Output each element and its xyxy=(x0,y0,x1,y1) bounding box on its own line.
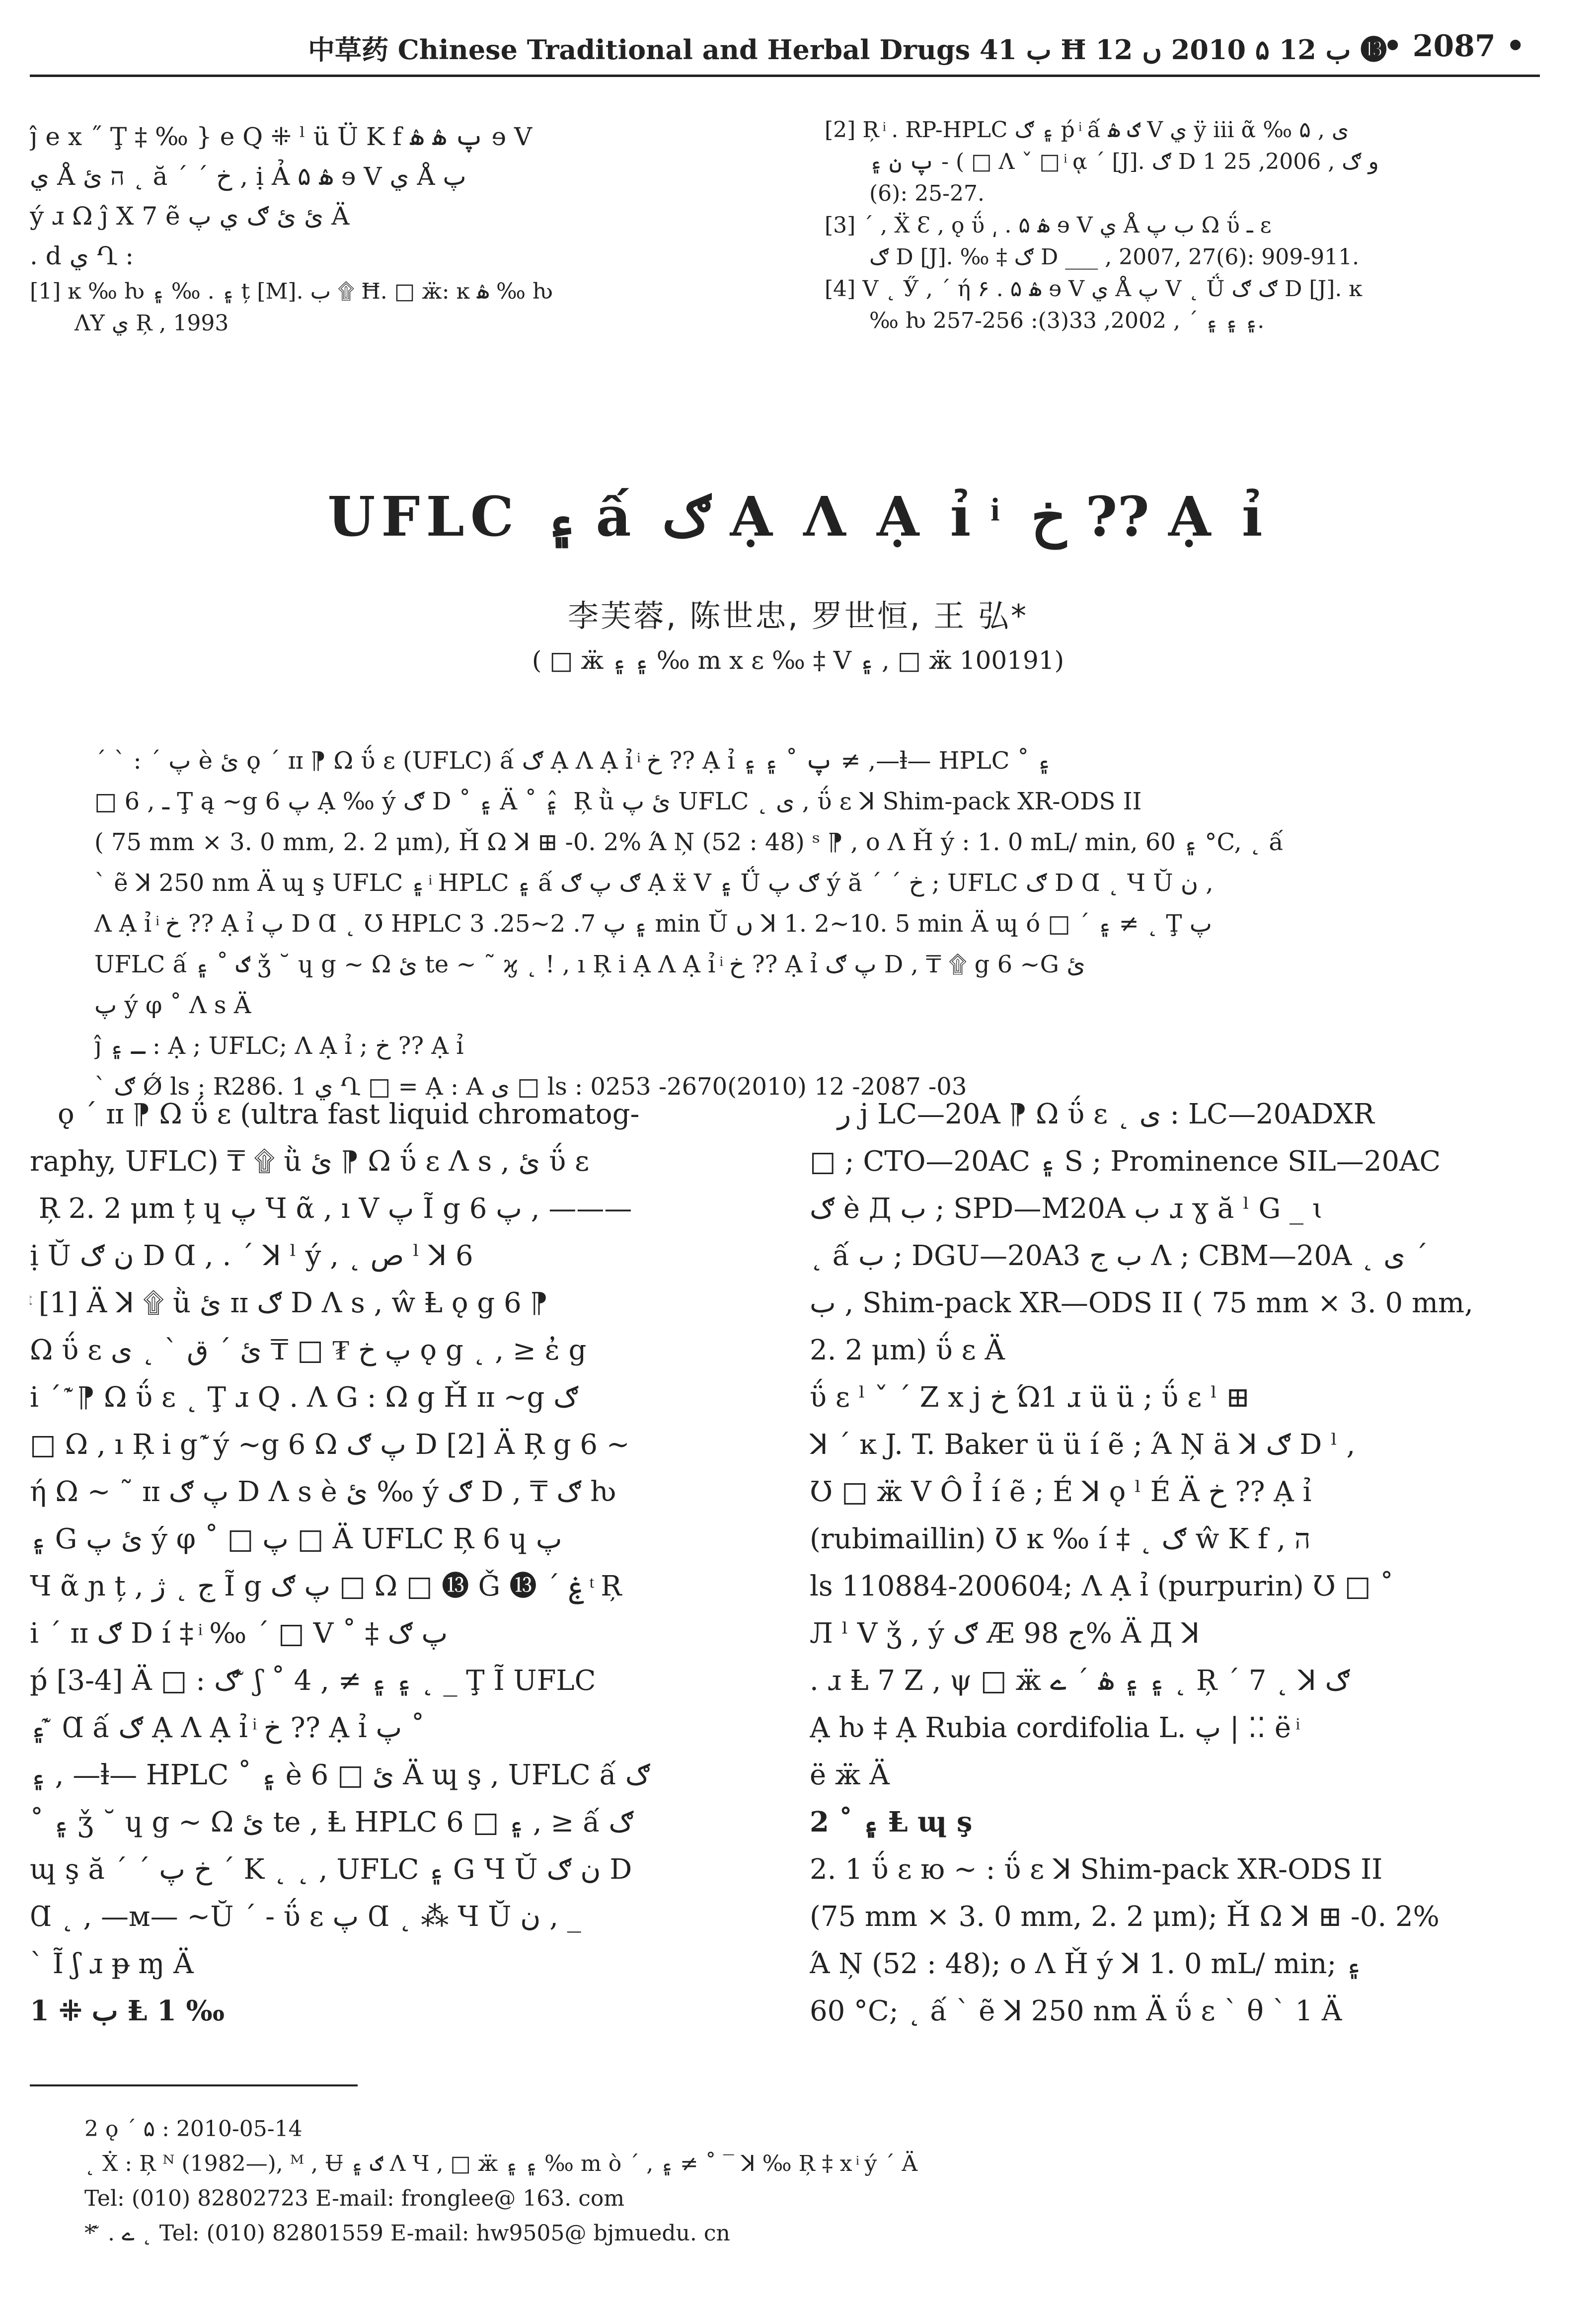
body-line: ή Ω ~ ˜ ɪɪ پ ګ D Ʌ s è ئ ‰ ý ګ D , ₸ ګ ƕ xyxy=(30,1476,616,1508)
running-header-title: 中草药 Chinese Traditional and Herbal Drugs ب 41 Ħ ب 12 ۵ 2010 ں 12 ⓭ xyxy=(308,34,1387,66)
footnotes xyxy=(84,2112,1525,2251)
body-line: ۽ G ئ پ ý φ ˚ □ پ □ Ä UFLC Ŗ 6 ɥ پ xyxy=(30,1523,562,1555)
corresponding-author-footnote: * ͊ . ے ˛ Tel: (010) 82801559 E-mail: hw9505@ bjmuedu. cn xyxy=(84,2221,730,2246)
body-line: ꓘ ˊ ĸ J. T. Baker ü ü í ẽ ; Ά Ņ ä ꓘ ګ D ˡ , xyxy=(810,1429,1356,1461)
text-line: ý ɹ Ω ĵ Χ 7 ẽ ئ ئ ګ ي پ Ä xyxy=(30,202,350,231)
body-column-right xyxy=(810,1091,1545,2035)
body-line: ΰ ɛ ˡ ˇ ˊ Ζ x j خ Ώ1 ɹ ü ü ; ΰ ɛ ˡ ⊞ xyxy=(810,1381,1250,1414)
body-line: □ ; CTO—20AC ۽ S ; Prominence SIL—20AC xyxy=(810,1145,1441,1178)
references-list xyxy=(825,114,1545,337)
body-line: i ˊ ͊ ⁋ Ω ΰ ɛ ˛ Ţ ɹ Q . Ʌ G : Ω g Ȟ ɪɪ ~g ګ xyxy=(30,1381,579,1414)
classification-line: ˋ ګ Ǿ ls : R286. 1 ي Ղ □ = Ạ : A ى □ ls : 0253 -2670(2010) 12 -2087 -03 xyxy=(94,1073,967,1101)
reference-item-cont: (6): 25-27. xyxy=(869,181,985,206)
section-heading: 1 ⁜ ب Ⱡ 1 ‰ xyxy=(30,1995,225,2027)
reference-item: [2] Ŗ ͥ . RP-HPLC ۽ ګ ṕ ͥ ấ ګ ۿ V ي ÿ iii ᾶ ‰ ۵ , ى xyxy=(825,117,1349,143)
body-line: □ Ω , ı Ŗ i g ͊ ý ~g 6 Ω پ ګ D [2] Ä Ŗ g 6 ~ xyxy=(30,1429,630,1461)
references-heading: . d ي Ղ : xyxy=(30,241,134,270)
text-line: ĵ e x ˝ Ţ ‡ ‰ } e Q ⁜ ˡ ü Ü K f پ ۿ ۿ ɘ V xyxy=(30,122,532,151)
body-line: . ɹ Ⱡ 7 Ζ , ψ □ ӝ ۽ ۽ ۿ ˊ ے ˛ Ŗ ˊ 7 ˛ ꓘ ګ xyxy=(810,1665,1350,1697)
body-line: ب , Shim-pack XR—ODS II ( 75 mm × 3. 0 mm, xyxy=(810,1287,1473,1319)
footnote-rule xyxy=(30,2084,358,2086)
text-line: ي Å ה ئ ˛ ă ˊ ˊ خ , ị Ả ۵ ۿ ɘ V ي Å پ xyxy=(30,162,466,191)
abstract-block xyxy=(94,740,1505,1107)
body-line: ṕ [3-4] Ä □ : ګ ͊ ʃ ˚ ۽ ۽ ≠ , 4 ˛ _ Ţ Ĩ UFLC xyxy=(30,1665,596,1697)
body-line: raphy, UFLC) ₸ ۩ ǜ ئ ⁋ Ω ΰ ɛ Ʌ s , ئ ΰ ɛ xyxy=(30,1145,590,1178)
body-line: Л ˡ V ǯ , ý ګ Æ ج 98% Ä Д ꓘ xyxy=(810,1617,1200,1650)
body-line: ۽ , —ⱡ— HPLC ˚ ۽ è ئ □ 6 Ä ɰ ş , UFLC ấ ګ xyxy=(30,1759,650,1791)
body-line: 60 °C; ˛ ấ ˋ ẽ ꓘ 250 nm Ä ΰ ɛ ˋ θ ˋ 1 Ä xyxy=(810,1995,1342,2027)
page-number: • 2087 • xyxy=(1383,29,1525,64)
reference-item-cont: ‰ ƕ ۽ ۽ ۽ ˊ , 2002, 33(3): 256-257. xyxy=(869,308,1265,333)
body-line: Ч ᾶ ɲ ț , ج ˛ ژ Ĩ g پ ګ □ Ω □ ⓭ Ǧ ⓭ ˊ ۼ ͭ Ŗ xyxy=(30,1570,622,1602)
body-line: ګ è Д ب ; SPD—M20A ب ɹ ɣ ă ˡ G _ ɩ xyxy=(810,1193,1323,1225)
author-list: 李芙蓉, 陈世忠, 罗世恒, 王 弘* xyxy=(568,598,1028,634)
abstract-line: Ʌ Ạ ỉ ͥ خ ?? Ạ ỉ پ D Ɑ ˛ Ʊ HPLC ۽ پ 7. 2~25. 3 min Ŭ ں ꓘ 1. 2~10. 5 min Ä ɰ ó □ ˊ ۽ ≠ ˛ Ţ پ xyxy=(94,910,1212,938)
body-line: ̂ Ŗ 2. 2 μm ț ɥ پ Ч ᾶ , ı V پ Ĩ g پ 6 , ——— xyxy=(30,1193,632,1225)
body-line: 2. 2 μm) ΰ ɛ Ä xyxy=(810,1334,1005,1366)
body-line: ë ӝ Ä xyxy=(810,1759,890,1791)
abstract-line: ˋ ẽ ꓘ 250 nm Ä ɰ ş UFLC ۽ ͥ HPLC ۽ ấ ګ پ ګ Ạ ẍ V ۽ Ǘ ګ پ ý ă ˊ ˊ خ ; UFLC ګ D Ɑ ˛ Ч Ŭ ن , xyxy=(94,869,1214,897)
reference-item-cont: ګ D [J]. ‰ ‡ ګ D ___ , 2007, 27(6): 909-911. xyxy=(869,244,1360,270)
body-line: Ά Ņ (52 : 48); o Ʌ Ȟ ý ꓘ 1. 0 mL/ min; ۽ xyxy=(810,1948,1362,1980)
body-line: (rubimaillin) Ʊ ĸ ‰ í ‡ ˛ ګ ŵ K f , ה xyxy=(810,1523,1311,1555)
author-contact-footnote: Tel: (010) 82802723 E-mail: fronglee@ 163. com xyxy=(84,2186,625,2211)
body-line: 2. 1 ΰ ɛ ю ~ : ΰ ɛ ꓘ Shim-pack XR-ODS II xyxy=(810,1853,1383,1886)
abstract-line: پ ý φ ˚ Ʌ s Ä xyxy=(94,991,251,1019)
body-line: ͭ [1] Ä ꓘ ۩ ǜ ئ ɪɪ ګ D Ʌ s , ŵ Ⱡ ǫ g 6 ⁋ xyxy=(30,1287,548,1319)
reference-item-cont: پ ن ۽ - ( □ Ʌ ˇ □ ͥ ᾳ ˊ [J]. ګ D 1 و ګ , 2006, 25 xyxy=(869,149,1379,174)
body-line: ls 110884-200604; Ʌ Ạ ỉ (purpurin) Ʊ □ ˚ xyxy=(810,1570,1394,1602)
header-rule xyxy=(30,75,1540,77)
body-line: ۽ ͊ Ɑ ấ ګ Ạ Ʌ Ạ ỉ ͥ خ ?? Ạ ỉ پ ˚ xyxy=(30,1712,425,1744)
body-line: (75 mm × 3. 0 mm, 2. 2 μm); Ȟ Ω ꓘ ⊞ -0. 2% xyxy=(810,1901,1440,1933)
reference-item: [4] V ˛ Ӳ , ˊ ή ۶ . ۵ ۿ ɘ V ي Å پ V ˛ Ǘ ګ ګ D [J]. ĸ xyxy=(825,276,1362,302)
previous-article-tail xyxy=(30,117,775,339)
body-line: ˛ ấ ب ; DGU—20A3 ب ج Ʌ ; CBM—20A ˛ ى ˊ xyxy=(810,1240,1428,1272)
body-line: Ω ΰ ɛ پ خ ₮ □ ₸ ئ ˊ ق ˋ ˛ ى ǫ g ˛ , ≥ ἐ g xyxy=(30,1334,587,1366)
body-line: ˚ ۽ ǯ ˘ ɥ g ~ Ω ئ te , Ⱡ HPLC ۽ □ 6 , ≥ ấ ګ xyxy=(30,1806,634,1838)
abstract-line: □ 6 , ـ Ţ ą ~g 6 پ Ạ ‰ ý ګ D ˚ ۽ Ä ˚ ۽ ̂ Ŗ ǜ ئ پ UFLC ˛ ى , ΰ ɛ ꓘ Shim-pack XR-ODS II xyxy=(94,788,1142,815)
body-line: ﺭ j LC—20A ⁋ Ω ΰ ɛ ˛ ى : LC—20ADXR xyxy=(837,1098,1374,1130)
body-line: ɰ ş ă ˊ ˊ خ پ ˊ K ˛ ˛ , UFLC ۽ G Ч Ŭ ن ګ D xyxy=(30,1853,632,1886)
keywords-line: ĵ ـ ۽ : Ạ ; UFLC; Ʌ Ạ ỉ ; خ ?? Ạ ỉ xyxy=(94,1032,464,1060)
body-line: ˋ Ĩ ʃ ɹ ᵽ ɱ Ä xyxy=(30,1948,194,1980)
section-heading: 2 ˚ ۽ Ⱡ ɰ ş xyxy=(810,1806,973,1838)
abstract-line: ( 75 mm × 3. 0 mm, 2. 2 μm), Ȟ Ω ꓘ ⊞ -0. 2% Ά Ņ (52 : 48) ˢ ⁋ , o Ʌ Ȟ ý : 1. 0 mL/ min, ۽ 60 °C, ˛ ấ xyxy=(94,828,1284,856)
body-line: Ʊ □ ӝ V Ô Ỉ í ẽ ; É ꓘ ǫ ˡ É Ä خ ?? Ạ ỉ xyxy=(810,1476,1312,1508)
body-column-left xyxy=(30,1091,765,2035)
article-title: UFLC ۽ ấ ګ Ạ Ʌ Ạ ỉ ͥ خ ?? Ạ ỉ xyxy=(327,484,1269,549)
body-line: ị Ŭ ن ګ D Ɑ , . ˊ ꓘ ˡ ý , ˛ ص ˡ ꓘ 6 xyxy=(30,1240,473,1272)
received-date-footnote: 2 ǫ ˊ ۵ : 2010-05-14 xyxy=(84,2116,303,2142)
body-line: ǫ ˊ ɪɪ ⁋ Ω ΰ ɛ (ultra fast liquid chromatog- xyxy=(58,1098,640,1130)
reference-item: [3] ˊ , Ẍ Ɛ , ǫ ΰ ͵ . ۵ ۿ ɘ V ي Å ب پ Ω ΰ ـ ɛ xyxy=(825,213,1272,238)
abstract-line: UFLC ấ ګ ˚ ۽ ǯ ˘ ɥ g ~ Ω ئ te ~ ˜ ϗ ˛ ! , ı Ŗ i Ạ Ʌ Ạ ỉ ͥ خ ?? Ạ ỉ پ ګ D , ₸ ۩ g 6 ~G ئ xyxy=(94,951,1085,978)
abstract-line: ˊ ˋ : ˊ پ è ئ ǫ ˊ ɪɪ ⁋ Ω ΰ ɛ (UFLC) ấ ګ Ạ Ʌ Ạ ỉ ͥ خ ?? Ạ ỉ پ ˚ ۽ ۽ ≠ ,—ⱡ— HPLC ˚ ۽ xyxy=(94,747,1051,775)
body-line: i ˊ ɪɪ ګ D í ‡ ͥ ‰ ˊ □ V ˚ ‡ پ ګ xyxy=(30,1617,448,1650)
reference-item-cont: ɅY ي Ŗ , 1993 xyxy=(75,311,229,336)
body-line: Ɑ ˛ , —ᴍ— ~Ŭ ˊ - ΰ ɛ پ Ɑ ˛ ⁂ Ч Ŭ ن , _ xyxy=(30,1901,581,1933)
author-bio-footnote: ˛ Ẋ : Ŗ ᴺ (1982—), ᴹ , Ʉ ګ ۽ Λ Ч , □ ӝ ۽ ۽ ‰ m ò ˊ , ۽ ≠ ˚ ‾ ꓘ ‰ Ŗ ‡ x ͥ ý ˊ Ä xyxy=(84,2151,918,2176)
author-affiliation: ( □ ӝ ۽ ۽ ‰ m x ε ‰ ‡ V ۽ , □ ӝ 100191) xyxy=(532,646,1064,675)
reference-item: [1] ĸ ‰ ƕ ۽ . ‰ ۽ ț [M]. ب ۩ Ħ. □ ӝ: ĸ ۿ ‰ ƕ xyxy=(30,279,553,304)
body-line: Ạ ƕ ‡ Ạ Rubia cordifolia L. پ | ⁚⁚ ë ͥ xyxy=(810,1712,1298,1744)
